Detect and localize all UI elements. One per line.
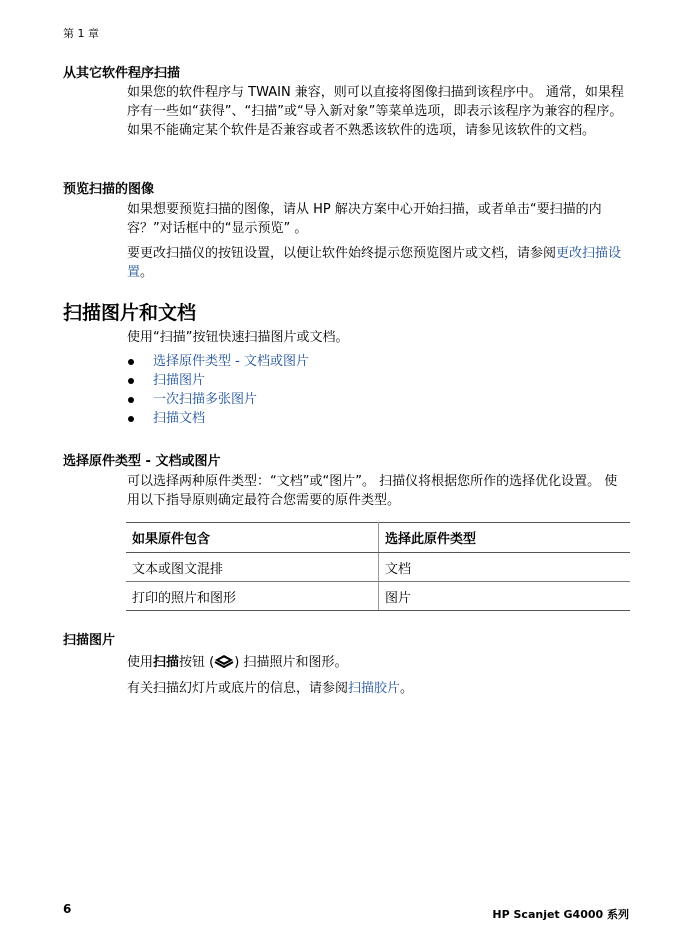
scan-button-icon [214, 654, 234, 668]
link-change-scan-settings[interactable]: 更改扫描设置 [127, 246, 622, 280]
paragraph-text: 有关扫描幻灯片或底片的信息，请参阅 [127, 681, 349, 696]
link-select-original-type[interactable]: 选择原件类型 - 文档或图片 [153, 354, 309, 369]
product-name: HP Scanjet G4000 系列 [492, 908, 629, 921]
table-header-cell: 如果原件包含 [126, 523, 379, 553]
bullet-icon [128, 397, 134, 403]
table-row [126, 582, 630, 611]
section-title-scan-from-software: 从其它软件程序扫描 [63, 66, 181, 81]
scan-button-name: 扫描 [153, 655, 180, 670]
section-title-select-original-type: 选择原件类型 - 文档或图片 [63, 454, 221, 469]
table-row [126, 553, 630, 582]
paragraph-scan-intro: 使用“扫描”按钮快速扫描图片或文档。 [127, 330, 349, 345]
paragraph-text: 要更改扫描仪的按钮设置，以便让软件始终提示您预览图片或文档，请参阅 [127, 246, 557, 261]
paragraph-scan-film [127, 679, 627, 698]
paragraph-change-settings [127, 244, 627, 282]
paragraph-text: 按钮 ( [179, 655, 215, 670]
paragraph-end: 。 [400, 681, 414, 696]
link-scan-pictures[interactable]: 扫描图片 [153, 373, 206, 388]
list-item [127, 371, 309, 390]
table-cell: 图片 [379, 582, 631, 611]
paragraph-end: 。 [140, 265, 154, 280]
bullet-icon [128, 416, 134, 422]
paragraph-preview: 如果想要预览扫描的图像，请从 HP 解决方案中心开始扫描，或者单击“要扫描的内容？”对话框中的“显示预览” 。 [127, 202, 602, 236]
bullet-icon [128, 378, 134, 384]
list-item [127, 390, 309, 409]
paragraph-twain: 如果您的软件程序与 TWAIN 兼容，则可以直接将图像扫描到该程序中。 通常，如果程序有一些如“获得”、“扫描”或“导入新对象”等菜单选项，即表示该程序为兼容的程序。 如果不能确定某个软件是否兼容或者不熟悉该软件的选项，请参见该软件的文档。 [127, 85, 624, 138]
section-title-scan-pictures: 扫描图片 [63, 633, 116, 648]
table-header-row [126, 523, 630, 553]
section-title-preview: 预览扫描的图像 [63, 182, 155, 197]
paragraph-scan-button [127, 653, 627, 672]
table-cell: 文本或图文混排 [126, 553, 379, 582]
section-title-scan-pictures-documents: 扫描图片和文档 [63, 302, 197, 324]
paragraph-text: ) 扫描照片和图形。 [234, 655, 348, 670]
list-item [127, 409, 309, 428]
table-header-cell: 选择此原件类型 [379, 523, 631, 553]
chapter-label: 第 1 章 [63, 27, 99, 40]
table-cell: 打印的照片和图形 [126, 582, 379, 611]
link-scan-film[interactable]: 扫描胶片 [348, 681, 401, 696]
page-number: 6 [63, 902, 72, 916]
link-list [127, 352, 309, 428]
link-scan-multiple-pictures[interactable]: 一次扫描多张图片 [153, 392, 258, 407]
link-scan-documents[interactable]: 扫描文档 [153, 411, 206, 426]
list-item [127, 352, 309, 371]
table-cell: 文档 [379, 553, 631, 582]
paragraph-original-type: 可以选择两种原件类型：“文档”或“图片”。 扫描仪将根据您所作的选择优化设置。 使用以下指导原则确定最符合您需要的原件类型。 [127, 474, 618, 508]
original-type-table [126, 522, 630, 611]
paragraph-text: 使用 [127, 655, 154, 670]
bullet-icon [128, 359, 134, 365]
